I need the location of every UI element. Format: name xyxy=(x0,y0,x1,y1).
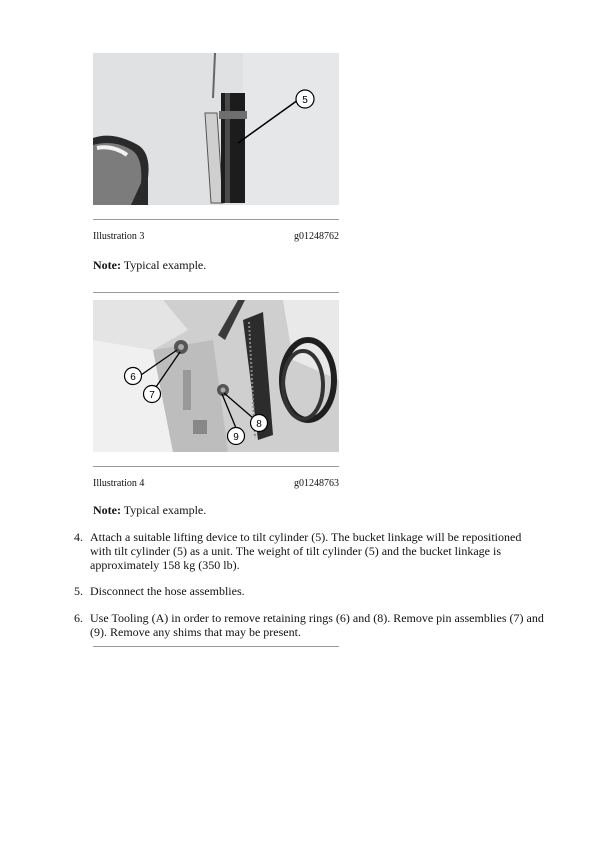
callout-5-label: 5 xyxy=(302,95,308,106)
divider-line xyxy=(93,219,339,220)
illustration-4-photo xyxy=(93,300,339,452)
step-5 xyxy=(74,584,544,598)
divider-line xyxy=(93,646,339,647)
step-number: 5. xyxy=(74,584,83,598)
illustration-code: g01248763 xyxy=(294,478,339,489)
step-number: 4. xyxy=(74,530,83,544)
step-text: Use Tooling (A) in order to remove retaining rings (6) and (8). Remove pin assemblies (7) and (9). Remove any shims that may be present. xyxy=(90,611,544,639)
step-text: Disconnect the hose assemblies. xyxy=(90,584,245,598)
note-1 xyxy=(93,258,206,273)
note-text: Typical example. xyxy=(120,258,207,272)
callout-7-label: 7 xyxy=(149,390,155,401)
step-number: 6. xyxy=(74,611,83,625)
divider-line xyxy=(93,466,339,467)
step-6 xyxy=(74,611,544,639)
illustration-label: Illustration 3 xyxy=(93,231,145,242)
note-text: Typical example. xyxy=(120,503,207,517)
illustration-code: g01248762 xyxy=(294,231,339,242)
note-2 xyxy=(93,503,206,518)
callout-8-label: 8 xyxy=(256,419,262,430)
callout-9-label: 9 xyxy=(233,432,239,443)
step-4 xyxy=(74,530,544,572)
illustration-4-caption xyxy=(93,478,339,489)
note-label: Note: xyxy=(93,258,121,272)
step-text: Attach a suitable lifting device to tilt cylinder (5). The bucket linkage will be repositioned with tilt cylinder (5) as a unit. The weight of tilt cylinder (5) and the bucket linkage is approximately 158 kg (350 lb). xyxy=(90,530,522,572)
divider-line xyxy=(93,292,339,293)
callout-6-label: 6 xyxy=(130,372,136,383)
illustration-3-caption xyxy=(93,231,339,242)
illustration-label: Illustration 4 xyxy=(93,478,145,489)
illustration-3-photo xyxy=(93,53,339,205)
note-label: Note: xyxy=(93,503,121,517)
